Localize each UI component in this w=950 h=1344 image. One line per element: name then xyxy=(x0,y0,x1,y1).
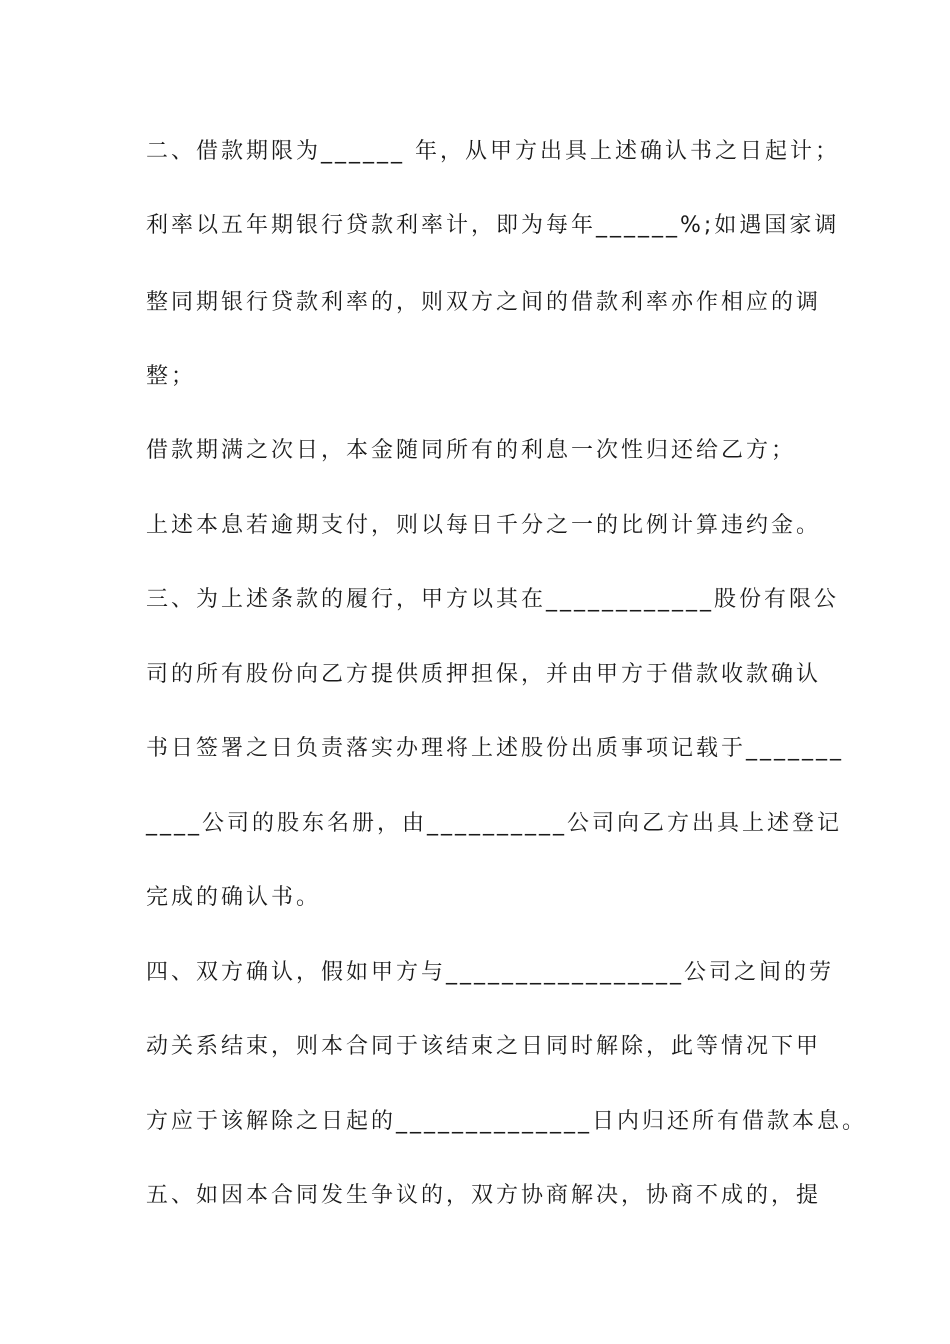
text-line-7: 三、为上述条款的履行，甲方以其在____________股份有限公 xyxy=(146,587,840,612)
text-line-10: ____公司的股东名册，由__________公司向乙方出具上述登记 xyxy=(146,811,843,836)
text-line-1: 二、借款期限为______ 年，从甲方出具上述确认书之日起计； xyxy=(146,139,840,164)
text-line-13: 动关系结束，则本合同于该结束之日同时解除，此等情况下甲 xyxy=(146,1034,822,1059)
text-line-4: 整； xyxy=(146,364,197,389)
text-line-6: 上述本息若逾期支付，则以每日千分之一的比例计算违约金。 xyxy=(146,513,822,538)
text-line-3: 整同期银行贷款利率的，则双方之间的借款利率亦作相应的调 xyxy=(146,290,822,315)
text-line-11: 完成的确认书。 xyxy=(146,885,322,910)
text-line-9: 书日签署之日负责落实办理将上述股份出质事项记载于_______ xyxy=(146,736,845,761)
text-line-12: 四、双方确认，假如甲方与_________________公司之间的劳 xyxy=(146,960,835,985)
text-line-8: 司的所有股份向乙方提供质押担保，并由甲方于借款收款确认 xyxy=(146,662,822,687)
text-line-5: 借款期满之次日，本金随同所有的利息一次性归还给乙方； xyxy=(146,438,797,463)
text-line-14: 方应于该解除之日起的______________日内归还所有借款本息。 xyxy=(146,1109,868,1134)
text-line-15: 五、如因本合同发生争议的，双方协商解决，协商不成的，提 xyxy=(146,1183,822,1208)
text-line-2: 利率以五年期银行贷款利率计，即为每年______%;如遇国家调 xyxy=(146,213,840,238)
